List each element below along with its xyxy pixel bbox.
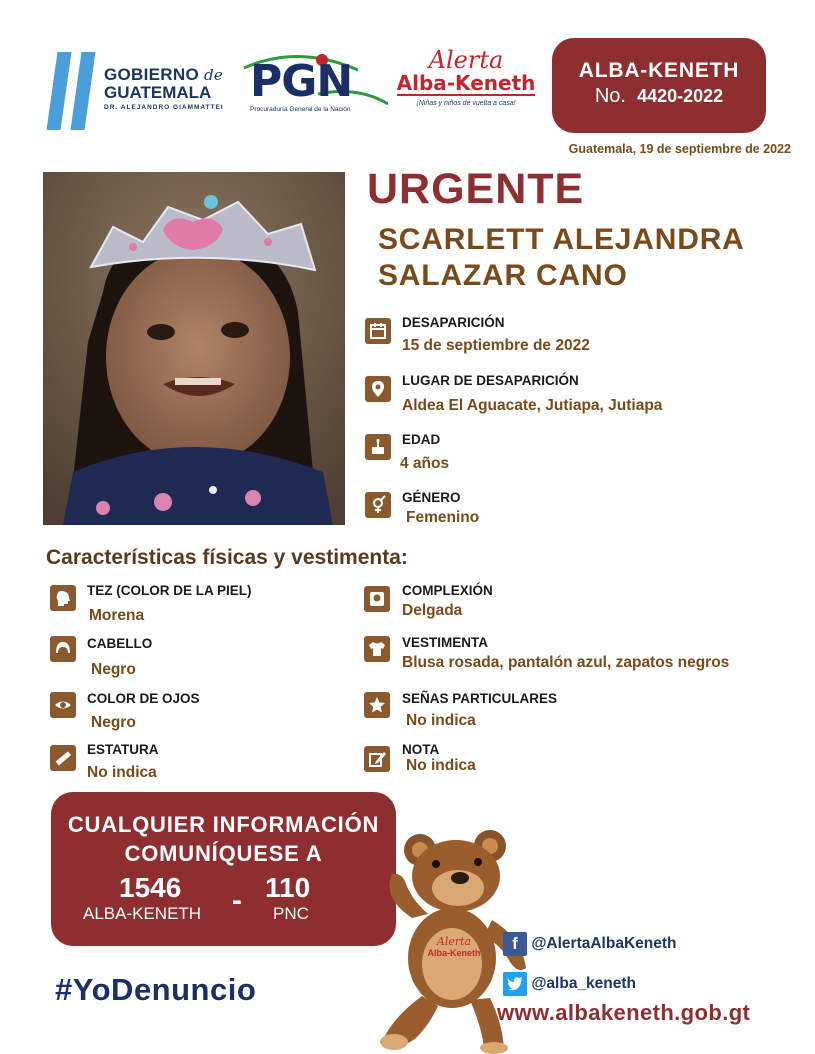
badge-title: ALBA-KENETH [578, 59, 740, 82]
char-label-clothing: VESTIMENTA [402, 635, 489, 650]
scale-icon [364, 586, 390, 612]
char-value-note: No indica [406, 757, 476, 774]
fact-value-disappearance: 15 de septiembre de 2022 [402, 337, 590, 354]
gobierno-guatemala-logo [104, 66, 224, 111]
birthday-cake-icon [365, 434, 391, 460]
char-value-clothing: Blusa rosada, pantalón azul, zapatos negros [402, 654, 730, 671]
char-label-note: NOTA [402, 742, 440, 757]
twitter-link[interactable] [503, 972, 636, 996]
gov-line3: DR. ALEJANDRO GIAMMATTEI [104, 104, 224, 111]
location-pin-icon [365, 376, 391, 402]
contact-line1: CUALQUIER INFORMACIÓN [67, 812, 380, 837]
pnc-phone-number[interactable]: 110 [265, 872, 311, 903]
alerta-tagline: ¡Niñas y niños de vuelta a casa! [416, 100, 516, 107]
twitter-handle: @alba_keneth [531, 975, 637, 993]
char-value-hair: Negro [91, 661, 136, 678]
facebook-icon: f [503, 932, 527, 956]
gov-de: de [204, 66, 224, 84]
ruler-icon [50, 745, 76, 771]
website-link[interactable]: www.albakeneth.gob.gt [497, 1000, 751, 1025]
alba-keneth-phone-label: ALBA-KENETH [83, 904, 202, 923]
contact-info-panel [51, 792, 396, 946]
fact-label-age: EDAD [402, 432, 441, 447]
alba-keneth-word: Alba-Keneth [396, 71, 536, 95]
missing-person-name [378, 222, 745, 294]
pgn-word: PGN [250, 56, 353, 107]
fact-value-age: 4 años [400, 455, 450, 472]
missing-child-photo [43, 172, 345, 525]
pnc-phone-label: PNC [273, 904, 309, 923]
name-line1: SCARLETT ALEJANDRA [378, 223, 745, 256]
char-value-build: Delgada [402, 602, 463, 619]
badge-no-label: No. [594, 85, 626, 107]
bear-badge-line1: Alerta [436, 935, 472, 948]
alba-keneth-phone-number[interactable]: 1546 [119, 872, 182, 903]
name-line2: SALAZAR CANO [378, 259, 628, 292]
gov-line2: GUATEMALA [104, 83, 212, 102]
shirt-icon [364, 636, 390, 662]
fact-label-gender: GÉNERO [402, 490, 461, 505]
guatemala-flag-bars-icon [50, 52, 94, 130]
urgent-heading: URGENTE [367, 165, 585, 213]
char-label-marks: SEÑAS PARTICULARES [402, 691, 558, 706]
char-label-height: ESTATURA [87, 742, 159, 757]
fact-label-disappearance: DESAPARICIÓN [402, 315, 505, 330]
gender-icon [365, 492, 391, 518]
bear-badge [424, 936, 484, 958]
alerta-word: Alerta [428, 46, 504, 74]
issue-date: Guatemala, 19 de septiembre de 2022 [568, 142, 791, 156]
gov-line1: GOBIERNO [104, 65, 199, 84]
facebook-handle: @AlertaAlbaKeneth [531, 935, 677, 953]
fact-value-gender: Femenino [406, 509, 480, 526]
hashtag-yodenuncio: #YoDenuncio [55, 972, 257, 1007]
char-value-height: No indica [87, 764, 157, 781]
bear-badge-line2: Alba-Keneth [427, 948, 481, 958]
char-label-hair: CABELLO [87, 636, 153, 651]
pgn-logo [238, 48, 388, 118]
contact-dash: - [232, 884, 242, 917]
char-label-eyes: COLOR DE OJOS [87, 691, 200, 706]
char-label-build: COMPLEXIÓN [402, 583, 493, 598]
facebook-link[interactable] [503, 932, 676, 956]
case-number-badge [552, 38, 766, 133]
note-edit-icon [364, 746, 390, 772]
contact-line2: COMUNÍQUESE A [124, 841, 323, 866]
badge-no-value: 4420-2022 [637, 86, 724, 106]
pgn-subtitle: Procuraduría General de la Nación [250, 106, 351, 113]
alerta-alba-keneth-logo [396, 48, 536, 118]
char-value-skin: Morena [89, 607, 145, 624]
char-value-marks: No indica [406, 712, 476, 729]
characteristics-title: Características físicas y vestimenta: [46, 546, 408, 569]
calendar-icon [365, 318, 391, 344]
star-icon [364, 692, 390, 718]
fact-label-location: LUGAR DE DESAPARICIÓN [402, 373, 579, 388]
fact-value-location: Aldea El Aguacate, Jutiapa, Jutiapa [402, 397, 663, 414]
char-value-eyes: Negro [91, 714, 136, 731]
head-profile-icon [50, 585, 76, 611]
eye-icon [50, 692, 76, 718]
char-label-skin: TEZ (COLOR DE LA PIEL) [87, 583, 252, 598]
hair-icon [50, 636, 76, 662]
twitter-icon [503, 972, 527, 996]
